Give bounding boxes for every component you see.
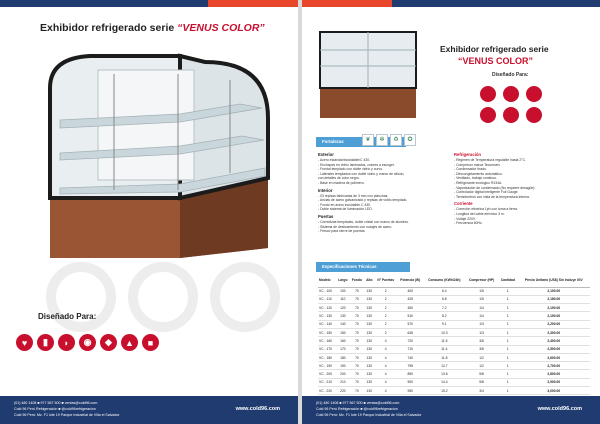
table-row — [318, 370, 590, 378]
table-cell: 4 — [374, 345, 397, 353]
column-header: Modelo — [318, 275, 336, 287]
table-cell: 160 — [336, 337, 349, 345]
spec-label: Especificaciones Técnicas — [316, 262, 410, 272]
table-cell: 70 — [350, 287, 365, 295]
title-prefix: Exhibidor refrigerado serie — [40, 22, 178, 34]
table-row — [318, 295, 590, 303]
table-cell: 3/4 — [465, 387, 498, 395]
spec-header-row — [318, 275, 590, 287]
table-cell: 1/5 — [465, 287, 498, 295]
footer-contact — [14, 400, 120, 418]
table-cell: 6.8 — [424, 295, 466, 303]
table-cell: 70 — [350, 304, 365, 312]
table-cell: 2,100.00 — [518, 287, 590, 295]
table-cell: 14.4 — [424, 378, 466, 386]
table-cell: 1 — [498, 328, 517, 336]
table-cell: 70 — [350, 320, 365, 328]
table-row — [318, 353, 590, 361]
table-cell: 1 — [498, 345, 517, 353]
features-right-column — [454, 150, 590, 226]
table-cell: 190 — [336, 362, 349, 370]
table-cell: 1/4 — [465, 304, 498, 312]
table-cell: 1 — [498, 378, 517, 386]
table-cell: VC - 100 — [318, 287, 336, 295]
feature-item: - Sistema de deslizamiento con rodajes de acero. — [318, 224, 393, 229]
title-series: “VENUS COLOR” — [177, 22, 265, 34]
table-row — [318, 345, 590, 353]
table-cell: 220 — [336, 387, 349, 395]
feature-item: - 03 repisas fabricadas de 3 mm con planchas. — [318, 193, 389, 198]
table-cell: 70 — [350, 378, 365, 386]
column-header: Alto — [364, 275, 374, 287]
table-cell: 1/2 — [465, 362, 498, 370]
table-cell: 150 — [336, 328, 349, 336]
table-cell: 5/8 — [465, 370, 498, 378]
table-cell: 720 — [397, 337, 424, 345]
table-cell: 1/2 — [465, 353, 498, 361]
website-link[interactable]: www.cold96.com — [537, 406, 582, 412]
puertas-heading: Puertas — [318, 213, 334, 219]
right-page — [302, 0, 600, 424]
column-header: N° Puertas — [374, 275, 397, 287]
table-cell: 1 — [498, 312, 517, 320]
table-row — [318, 378, 590, 386]
table-cell: 13.6 — [424, 370, 466, 378]
table-cell: 100 — [336, 287, 349, 295]
bread-icon: ◗ — [58, 334, 75, 351]
table-cell: 130 — [364, 337, 374, 345]
table-cell: 9.1 — [424, 320, 466, 328]
table-cell: 1 — [498, 287, 517, 295]
footer-line: Cold 96 Perú Refrigeración ■ @cold96refrigeracion — [316, 407, 398, 411]
feature-item: - Voltaje 220V. — [454, 216, 476, 221]
designed-for-label: Diseñado Para: — [38, 312, 97, 321]
website-link[interactable]: www.cold96.com — [235, 406, 280, 412]
table-cell: 70 — [350, 370, 365, 378]
feature-item: - Compresor marca Tecumseh. — [454, 162, 501, 167]
designed-for-icons — [480, 86, 544, 123]
table-cell: 130 — [364, 362, 374, 370]
table-cell: 3/8 — [465, 337, 498, 345]
table-cell: 70 — [350, 353, 365, 361]
recycle-icon: ♻ — [390, 134, 402, 146]
bottle-icon: ▮ — [37, 334, 54, 351]
table-row — [318, 304, 590, 312]
table-cell: 2,500.00 — [518, 345, 590, 353]
table-cell: 400 — [397, 287, 424, 295]
table-cell: VC - 200 — [318, 370, 336, 378]
table-cell: 70 — [350, 345, 365, 353]
table-cell: 70 — [350, 312, 365, 320]
table-cell: 4 — [374, 337, 397, 345]
table-cell: 1 — [498, 387, 517, 395]
top-bar-accent — [302, 0, 392, 7]
spec-table — [318, 275, 590, 395]
table-cell: 710 — [397, 345, 424, 353]
table-cell: 120 — [336, 304, 349, 312]
table-cell: 2 — [374, 287, 397, 295]
feature-item: con detalles de color negro. — [318, 176, 360, 181]
table-cell: 2 — [374, 328, 397, 336]
feature-item: - Anclas de acero galvanizado y repisas de vidrio templado. — [318, 198, 408, 203]
top-bar — [302, 0, 600, 7]
feature-item: - Conexión eléctrica 1ph con toma a tierra. — [454, 207, 518, 212]
table-cell: 4 — [374, 362, 397, 370]
feature-item: - Descongelamiento automático. — [454, 171, 503, 176]
table-cell: 110 — [336, 295, 349, 303]
table-row — [318, 312, 590, 320]
left-page — [0, 0, 298, 424]
feature-item: - Longitud del cable eléctrico 3 m. — [454, 211, 505, 216]
table-cell: 950 — [397, 387, 424, 395]
table-cell: 130 — [364, 378, 374, 386]
table-cell: 1/4 — [465, 312, 498, 320]
column-header: Potencia (W) — [397, 275, 424, 287]
page-title — [40, 22, 265, 34]
table-cell: 2,180.00 — [518, 295, 590, 303]
table-cell: 11.4 — [424, 345, 466, 353]
pastry-icon: ▲ — [121, 334, 138, 351]
footer-line: Cold 96 Perú: Mz. F1 lote 19 Parque Industrial de Villa el Salvador — [316, 413, 422, 417]
table-cell: 795 — [397, 362, 424, 370]
table-cell: 70 — [350, 337, 365, 345]
bottle-icon — [526, 86, 542, 102]
table-cell: 1 — [498, 304, 517, 312]
table-cell: 2,400.00 — [518, 337, 590, 345]
table-cell: VC - 220 — [318, 387, 336, 395]
table-cell: VC - 160 — [318, 337, 336, 345]
table-cell: 2 — [374, 295, 397, 303]
footer-line: Cold 96 Perú: Mz. F1 lote 19 Parque Industrial de Villa el Salvador — [14, 413, 120, 417]
table-row — [318, 287, 590, 295]
feature-item: - Termómetros con vista de la temperatura interna. — [454, 194, 530, 199]
table-cell: 510 — [397, 312, 424, 320]
snowflake-icon: ✻ — [376, 134, 388, 146]
table-cell: 130 — [364, 387, 374, 395]
table-cell: 2 — [374, 312, 397, 320]
table-cell: 4 — [374, 387, 397, 395]
table-cell: 12.7 — [424, 362, 466, 370]
feature-item: - Enchapes en vidrio laminados, colores a escoger. — [318, 162, 395, 167]
column-header: Largo — [336, 275, 349, 287]
column-header: Fondo — [350, 275, 365, 287]
table-cell: 425 — [397, 295, 424, 303]
cake-icon — [480, 86, 496, 102]
table-cell: 1/3 — [465, 320, 498, 328]
feature-item: - Doble sistema de iluminación LED. — [318, 207, 373, 212]
table-cell: 130 — [364, 312, 374, 320]
designed-for-label: Diseñado Para: — [492, 72, 529, 78]
exterior-heading: Exterior — [318, 152, 334, 157]
mascot-watermark — [46, 262, 116, 332]
pastry-icon — [503, 86, 519, 102]
table-cell: 130 — [364, 370, 374, 378]
table-row — [318, 387, 590, 395]
table-cell: 1/5 — [465, 295, 498, 303]
table-cell: 2,700.00 — [518, 362, 590, 370]
table-cell: 130 — [364, 295, 374, 303]
showcase-illustration — [30, 48, 275, 258]
column-header: Compresor (HP) — [465, 275, 498, 287]
table-cell: 210 — [336, 378, 349, 386]
table-cell: 1 — [498, 320, 517, 328]
spec-table-body — [318, 287, 590, 395]
table-cell: 130 — [364, 287, 374, 295]
table-cell: VC - 120 — [318, 304, 336, 312]
candy-icon — [480, 107, 496, 123]
table-cell: 11.8 — [424, 353, 466, 361]
feature-item: - Condensador tirado. — [454, 167, 487, 172]
feature-item: - Frecuencia 60Hz. — [454, 221, 483, 226]
table-cell: 11.5 — [424, 337, 466, 345]
table-cell: 1 — [498, 353, 517, 361]
table-cell: 5/8 — [465, 378, 498, 386]
top-bar-accent — [208, 0, 298, 7]
fortalezas-label: Fortalezas — [316, 137, 406, 147]
table-cell: 130 — [364, 328, 374, 336]
table-cell: 2 — [374, 320, 397, 328]
mascot-watermark — [210, 262, 280, 332]
table-cell: 2 — [374, 304, 397, 312]
table-cell: 2,190.00 — [518, 304, 590, 312]
table-cell: 130 — [336, 312, 349, 320]
corriente-heading: Corriente — [454, 201, 473, 207]
feature-item: - Controlador digital inteligente Full Gauge. — [454, 190, 519, 195]
column-header: Consumo (KWh/24h) — [424, 275, 466, 287]
footer — [0, 396, 298, 424]
designed-for-icons — [16, 334, 159, 351]
table-row — [318, 362, 590, 370]
mascot-watermark — [128, 262, 198, 332]
table-cell: 740 — [397, 353, 424, 361]
table-cell: 1 — [498, 362, 517, 370]
table-cell: 170 — [336, 345, 349, 353]
table-cell: 1 — [498, 337, 517, 345]
table-cell: 2,900.00 — [518, 378, 590, 386]
column-header: Cantidad — [498, 275, 517, 287]
table-cell: 900 — [397, 378, 424, 386]
feature-item: - Régimen de Temperatura regulable hasta 2°C. — [454, 158, 526, 162]
table-cell: VC - 130 — [318, 312, 336, 320]
table-cell: VC - 180 — [318, 353, 336, 361]
feature-item: - Fondo en acero inoxidable C 430. — [318, 202, 371, 207]
table-cell: 2,200.00 — [518, 320, 590, 328]
table-cell: 6.4 — [424, 287, 466, 295]
table-cell: 70 — [350, 328, 365, 336]
feature-item: - Base en madera de polimero. — [318, 180, 365, 185]
page-subtitle: “VENUS COLOR” — [458, 56, 534, 66]
interior-heading: Interior — [318, 187, 333, 193]
feature-item: - Frontal templado con doble vidrio y curvo. — [318, 167, 384, 172]
table-cell: 2,800.00 — [518, 370, 590, 378]
feature-item: - Refrigerante ecológico R134A. — [454, 180, 503, 185]
table-cell: 1 — [498, 295, 517, 303]
table-cell: 4 — [374, 378, 397, 386]
table-cell: 7.2 — [424, 304, 466, 312]
footer-line: (01) 480 1408 ■ 977 567 500 ■ ventas@cold96.com — [316, 401, 400, 405]
feature-item: - Acero estándar/inoxidable/C 430. — [318, 158, 371, 162]
table-cell: 140 — [336, 320, 349, 328]
footer-contact — [316, 400, 422, 418]
table-cell: 1 — [498, 370, 517, 378]
pizza-icon — [503, 107, 519, 123]
features-left-column — [318, 150, 442, 234]
table-cell: 1/3 — [465, 328, 498, 336]
table-cell: 130 — [364, 320, 374, 328]
table-cell: 850 — [397, 370, 424, 378]
table-cell: 200 — [336, 370, 349, 378]
feature-item: - Fresco para cierre de puertas. — [318, 229, 366, 234]
table-cell: 570 — [397, 320, 424, 328]
table-cell: 4 — [374, 353, 397, 361]
badge-icon: ✪ — [404, 134, 416, 146]
feature-item: - Laterales templados con doble vidrio y marco de silicón, — [318, 171, 405, 176]
cake-icon: ♥ — [16, 334, 33, 351]
table-cell: 2,190.00 — [518, 312, 590, 320]
table-cell: 2,300.00 — [518, 328, 590, 336]
table-cell: 130 — [364, 345, 374, 353]
table-cell: 70 — [350, 295, 365, 303]
table-cell: VC - 170 — [318, 345, 336, 353]
product-photo — [316, 22, 420, 120]
table-cell: 2,600.00 — [518, 353, 590, 361]
table-cell: 450 — [397, 304, 424, 312]
leaf-icon: ❦ — [362, 134, 374, 146]
chocolate-icon — [526, 107, 542, 123]
table-cell: 180 — [336, 353, 349, 361]
table-row — [318, 320, 590, 328]
refrigeracion-heading: Refrigeración — [454, 152, 481, 157]
feature-item: - Vaporización de condensado (No requiere desagüe). — [454, 185, 536, 190]
candy-icon: ◉ — [79, 334, 96, 351]
top-bar — [0, 0, 298, 7]
feature-item: - Ventilado, trabajo continuo. — [454, 176, 497, 181]
table-cell: 3,000.00 — [518, 387, 590, 395]
chocolate-icon: ■ — [142, 334, 159, 351]
table-cell: VC - 210 — [318, 378, 336, 386]
table-cell: 10.3 — [424, 328, 466, 336]
table-cell: 645 — [397, 328, 424, 336]
table-cell: 130 — [364, 304, 374, 312]
column-header: Precio Unitario (US$) Sin incluye IGV — [518, 275, 590, 287]
table-cell: VC - 150 — [318, 328, 336, 336]
table-cell: VC - 140 — [318, 320, 336, 328]
footer-line: (01) 480 1408 ■ 977 567 500 ■ ventas@cold96.com — [14, 401, 98, 405]
table-cell: VC - 190 — [318, 362, 336, 370]
table-row — [318, 337, 590, 345]
table-cell: 3/8 — [465, 345, 498, 353]
pizza-icon: ◆ — [100, 334, 117, 351]
table-cell: 4 — [374, 370, 397, 378]
table-cell: 15.2 — [424, 387, 466, 395]
feature-item: - Corredizas templadas, doble cristal con marco de aluminio. — [318, 219, 410, 224]
fortalezas-icons — [362, 134, 416, 146]
footer — [302, 396, 600, 424]
table-cell: 130 — [364, 353, 374, 361]
footer-line: Cold 96 Perú Refrigeración ■ @cold96refrigeracion — [14, 407, 96, 411]
table-cell: 70 — [350, 387, 365, 395]
table-cell: 8.2 — [424, 312, 466, 320]
table-cell: 70 — [350, 362, 365, 370]
page-title: Exhibidor refrigerado serie — [440, 44, 549, 54]
table-row — [318, 328, 590, 336]
table-cell: VC - 110 — [318, 295, 336, 303]
